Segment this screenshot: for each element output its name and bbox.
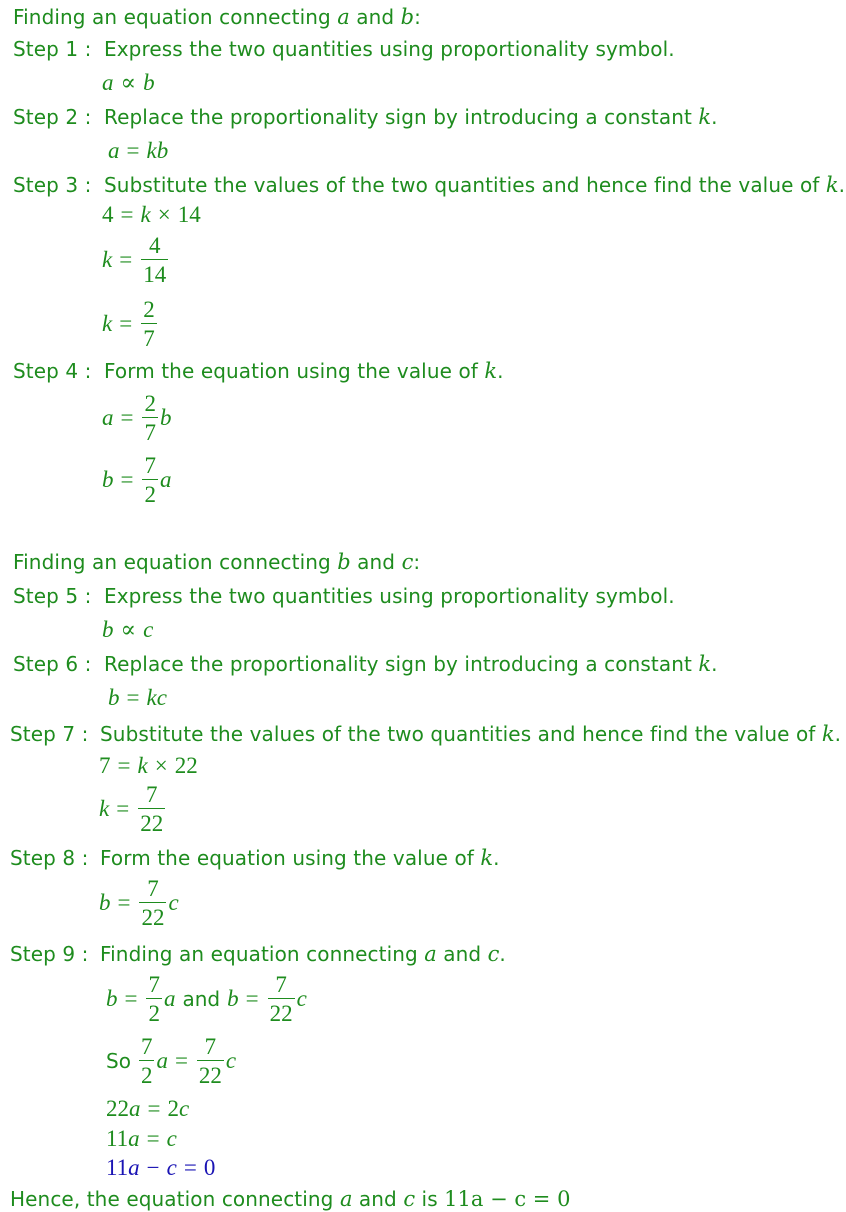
var: b bbox=[99, 890, 111, 915]
var-k: k bbox=[821, 722, 835, 746]
denominator: 22 bbox=[268, 998, 295, 1025]
denominator: 22 bbox=[197, 1060, 224, 1087]
step-7: Step 7 : Substitute the values of the two quantities and hence find the value of k. bbox=[10, 722, 842, 746]
op: = bbox=[245, 986, 259, 1011]
fraction bbox=[139, 877, 166, 929]
var-k: k bbox=[484, 359, 498, 383]
num: 14 bbox=[177, 202, 201, 227]
heading-text: : bbox=[413, 550, 421, 574]
var: b bbox=[102, 617, 114, 642]
equation-11a-c bbox=[106, 1126, 177, 1152]
numerator: 7 bbox=[275, 972, 287, 997]
denominator: 22 bbox=[138, 808, 165, 835]
equation-b-prop-c bbox=[102, 617, 153, 643]
fraction bbox=[268, 973, 295, 1025]
step-text: Finding an equation connecting bbox=[100, 942, 425, 966]
conclusion-text: is bbox=[415, 1187, 445, 1211]
op: = bbox=[124, 986, 138, 1011]
var: c bbox=[166, 1155, 177, 1180]
equation-k-7-22 bbox=[99, 783, 167, 835]
op: × bbox=[154, 753, 168, 778]
section-heading-a-b bbox=[13, 4, 421, 30]
var: a bbox=[159, 467, 172, 492]
conclusion bbox=[10, 1186, 570, 1212]
var: a bbox=[108, 138, 120, 163]
var-a: a bbox=[424, 942, 437, 966]
var: b bbox=[159, 405, 172, 430]
step-4: Step 4 : Form the equation using the value of k. bbox=[13, 359, 504, 383]
step-label: Step 4 : bbox=[13, 359, 92, 383]
step-text: Replace the proportionality sign by introducing a constant bbox=[104, 105, 699, 129]
equation-7-k-22 bbox=[99, 753, 198, 779]
equation-4-k-14 bbox=[102, 202, 201, 228]
equation-b-7-2-a bbox=[102, 454, 171, 506]
var: a bbox=[128, 1155, 140, 1180]
numerator: 7 bbox=[144, 453, 156, 478]
denominator: 14 bbox=[141, 259, 168, 286]
conjunction: and bbox=[182, 987, 221, 1011]
heading-text: Finding an equation connecting bbox=[13, 550, 338, 574]
step-label: Step 5 : bbox=[13, 584, 92, 608]
var: a bbox=[102, 405, 114, 430]
heading-text: and bbox=[349, 5, 401, 29]
step-3: Step 3 : Substitute the values of the two quantities and hence find the value of k. bbox=[13, 173, 846, 197]
num: 4 bbox=[102, 202, 114, 227]
numerator: 7 bbox=[204, 1034, 217, 1059]
var: b bbox=[106, 986, 118, 1011]
var: a bbox=[156, 1048, 168, 1073]
var-c: c bbox=[403, 1187, 416, 1211]
step-text: and bbox=[436, 942, 488, 966]
equation-a-prop-b bbox=[102, 70, 155, 96]
fraction bbox=[142, 454, 158, 506]
numerator: 7 bbox=[145, 782, 158, 807]
var: k bbox=[137, 753, 148, 778]
conclusion-text: Hence, the equation connecting bbox=[10, 1187, 340, 1211]
equation-b-kc bbox=[108, 685, 167, 711]
step-text: Substitute the values of the two quantities and hence find the value of bbox=[104, 173, 826, 197]
op: = bbox=[147, 1096, 161, 1121]
step-8: Step 8 : Form the equation using the value of k. bbox=[10, 846, 500, 870]
fraction bbox=[141, 298, 157, 350]
conclusion-text: and bbox=[352, 1187, 404, 1211]
op: = bbox=[119, 311, 133, 336]
var: a bbox=[129, 1096, 141, 1121]
op: = bbox=[146, 1126, 160, 1151]
op: × bbox=[157, 202, 171, 227]
op: = bbox=[117, 890, 131, 915]
denominator: 22 bbox=[139, 902, 166, 929]
num: 22 bbox=[106, 1096, 129, 1121]
numerator: 2 bbox=[143, 297, 155, 322]
var: c bbox=[296, 986, 307, 1011]
equation-a-kb bbox=[108, 138, 168, 164]
step-label: Step 7 : bbox=[10, 722, 89, 746]
denominator: 2 bbox=[139, 1060, 155, 1087]
step-text: . bbox=[499, 942, 506, 966]
op: ∝ bbox=[120, 617, 137, 642]
num: 2 bbox=[167, 1096, 179, 1121]
op: = bbox=[126, 685, 140, 710]
var: kb bbox=[146, 138, 169, 163]
op: − bbox=[146, 1155, 160, 1180]
numerator: 7 bbox=[148, 972, 160, 997]
fraction bbox=[138, 783, 165, 835]
var-a: a bbox=[337, 5, 350, 29]
num: 11 bbox=[106, 1126, 129, 1151]
op: = bbox=[119, 247, 133, 272]
var: k bbox=[102, 311, 113, 336]
equation-b-7-22-c bbox=[99, 877, 179, 929]
step-text: Form the equation using the value of bbox=[100, 846, 481, 870]
step-label: Step 2 : bbox=[13, 105, 92, 129]
equation-a-2-7-b bbox=[102, 392, 171, 444]
var: k bbox=[102, 247, 113, 272]
var: k bbox=[99, 796, 110, 821]
op: = bbox=[120, 405, 134, 430]
op: = bbox=[174, 1048, 188, 1073]
op: = bbox=[120, 202, 134, 227]
step-label: Step 1 : bbox=[13, 37, 92, 61]
var-k: k bbox=[698, 105, 712, 129]
var-k: k bbox=[480, 846, 494, 870]
var: b bbox=[108, 685, 120, 710]
final-equation: 11a − c = 0 bbox=[444, 1187, 571, 1211]
var: a bbox=[102, 70, 114, 95]
num: 22 bbox=[174, 753, 198, 778]
op: = bbox=[117, 753, 131, 778]
denominator: 2 bbox=[146, 998, 162, 1025]
var-c: c bbox=[487, 942, 500, 966]
step-6: Step 6 : Replace the proportionality sign by introducing a constant k. bbox=[13, 652, 718, 676]
step-label: Step 3 : bbox=[13, 173, 92, 197]
var: a bbox=[128, 1126, 140, 1151]
final-equation-highlighted bbox=[106, 1155, 215, 1181]
numerator: 7 bbox=[147, 876, 159, 901]
numerator: 7 bbox=[140, 1034, 153, 1059]
equation-22a-2c bbox=[106, 1096, 189, 1122]
section-heading-b-c bbox=[13, 549, 420, 575]
numerator: 2 bbox=[144, 391, 156, 416]
equation-k-4-14 bbox=[102, 234, 170, 286]
var: kc bbox=[146, 685, 167, 710]
var: a bbox=[163, 986, 176, 1011]
equation-b-relations bbox=[106, 973, 307, 1025]
var-b: b bbox=[400, 5, 415, 29]
denominator: 7 bbox=[141, 323, 157, 350]
step-label: Step 8 : bbox=[10, 846, 89, 870]
step-text: Replace the proportionality sign by introducing a constant bbox=[104, 652, 699, 676]
num: 0 bbox=[203, 1155, 216, 1180]
denominator: 2 bbox=[142, 479, 158, 506]
fraction bbox=[142, 392, 158, 444]
step-text: Form the equation using the value of bbox=[104, 359, 485, 383]
so-text: So bbox=[106, 1049, 131, 1073]
op: = bbox=[116, 796, 130, 821]
op: = bbox=[183, 1155, 197, 1180]
var-k: k bbox=[825, 173, 839, 197]
var-k: k bbox=[698, 652, 712, 676]
step-text: Substitute the values of the two quantities and hence find the value of bbox=[100, 722, 822, 746]
numerator: 4 bbox=[148, 233, 161, 258]
op: ∝ bbox=[120, 70, 137, 95]
heading-text: and bbox=[350, 550, 402, 574]
step-9 bbox=[10, 941, 506, 967]
step-2: Step 2 : Replace the proportionality sign by introducing a constant k. bbox=[13, 105, 718, 129]
step-5 bbox=[13, 583, 675, 609]
fraction bbox=[139, 1035, 155, 1087]
heading-text: Finding an equation connecting bbox=[13, 5, 338, 29]
var: b bbox=[227, 986, 239, 1011]
fraction bbox=[146, 973, 162, 1025]
var-a: a bbox=[339, 1187, 353, 1211]
step-1 bbox=[13, 36, 675, 62]
fraction bbox=[141, 234, 168, 286]
var: c bbox=[225, 1048, 237, 1073]
var: c bbox=[178, 1096, 190, 1121]
num: 7 bbox=[99, 753, 111, 778]
step-text: Express the two quantities using proportionality symbol. bbox=[104, 584, 675, 608]
equation-so bbox=[106, 1035, 236, 1087]
step-label: Step 9 : bbox=[10, 942, 89, 966]
step-text: Express the two quantities using proportionality symbol. bbox=[104, 37, 675, 61]
num: 11 bbox=[106, 1155, 129, 1180]
var: b bbox=[102, 467, 114, 492]
var: b bbox=[143, 70, 155, 95]
var-b: b bbox=[337, 550, 351, 574]
var: k bbox=[140, 202, 151, 227]
heading-text: : bbox=[414, 5, 421, 29]
fraction bbox=[197, 1035, 224, 1087]
op: = bbox=[126, 138, 140, 163]
var: c bbox=[168, 890, 179, 915]
var-c: c bbox=[401, 550, 414, 574]
equation-k-2-7 bbox=[102, 298, 159, 350]
var: c bbox=[166, 1126, 177, 1151]
step-label: Step 6 : bbox=[13, 652, 92, 676]
op: = bbox=[120, 467, 134, 492]
var: c bbox=[143, 617, 154, 642]
denominator: 7 bbox=[142, 417, 158, 444]
